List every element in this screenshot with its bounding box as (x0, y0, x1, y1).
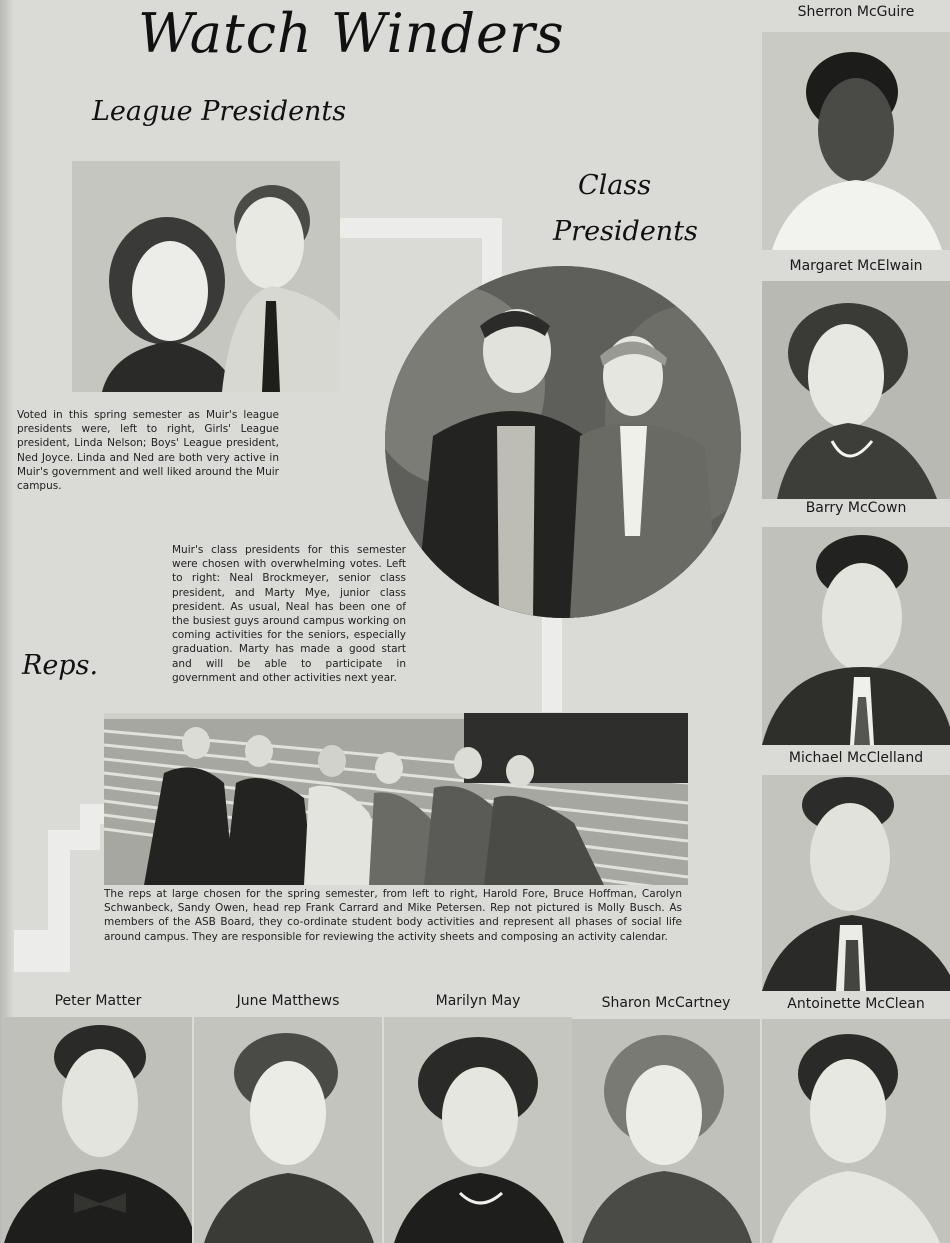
portrait-name: Margaret McElwain (789, 258, 923, 274)
portrait-name: June Matthews (236, 993, 340, 1009)
portrait-photo (762, 1019, 950, 1243)
portrait-name: Peter Matter (54, 993, 142, 1009)
league-presidents-heading: League Presidents (92, 96, 347, 127)
portrait-name: Marilyn May (435, 993, 521, 1009)
portrait-photo (384, 1017, 572, 1243)
reps-photo (104, 713, 688, 885)
portrait-photo (762, 775, 950, 991)
league-presidents-caption: Voted in this spring semester as Muir's league presidents were, left to right, Girls' League president, Linda Nelson; Boys' League president, Ned Joyce. Linda and Ned are both very active in Muir's government and well liked around the Muir campus. (17, 409, 279, 493)
portrait-photo (572, 1019, 760, 1243)
class-presidents-caption: Muir's class presidents for this semester were chosen with overwhelming votes. Left to right: Neal Brockmeyer, senior class president, and Marty Mye, junior class president. As usual, Neal has been one of the busiest guys around campus working on coming activities for the seniors, especially graduation. Marty has made a good start and will be able to participate in government and other activities next year. (172, 544, 406, 684)
reps-caption: The reps at large chosen for the spring semester, from left to right, Harold Fore, Bruce Hoffman, Carolyn Schwanbeck, Sandy Owen, head rep Frank Carrard and Mike Petersen. Rep not pictured is Molly Busch. As members of the ASB Board, they co-ordinate student body activities and represent all phases of social life around campus. They are responsible for reviewing the activity sheets and composing an activity calendar. (104, 888, 682, 943)
class-presidents-photo (385, 266, 741, 618)
league-presidents-photo (72, 161, 340, 392)
reps-heading: Reps. (22, 650, 99, 681)
portrait-photo (762, 32, 950, 250)
decor-bar (14, 930, 70, 972)
portrait-name: Antoinette McClean (787, 996, 925, 1012)
decor-bar (340, 218, 500, 238)
portrait-photo (762, 527, 950, 745)
page-title: Watch Winders (138, 2, 565, 65)
portrait-photo (4, 1017, 192, 1243)
class-presidents-heading-line2: Presidents (553, 216, 698, 247)
portrait-name: Michael McClelland (788, 750, 924, 766)
portrait-name: Sharon McCartney (601, 995, 731, 1011)
portrait-photo (762, 281, 950, 499)
portrait-photo (194, 1017, 382, 1243)
portrait-name: Barry McCown (805, 500, 907, 516)
portrait-name: Sherron McGuire (797, 4, 915, 20)
class-presidents-heading-line1: Class (578, 170, 652, 201)
